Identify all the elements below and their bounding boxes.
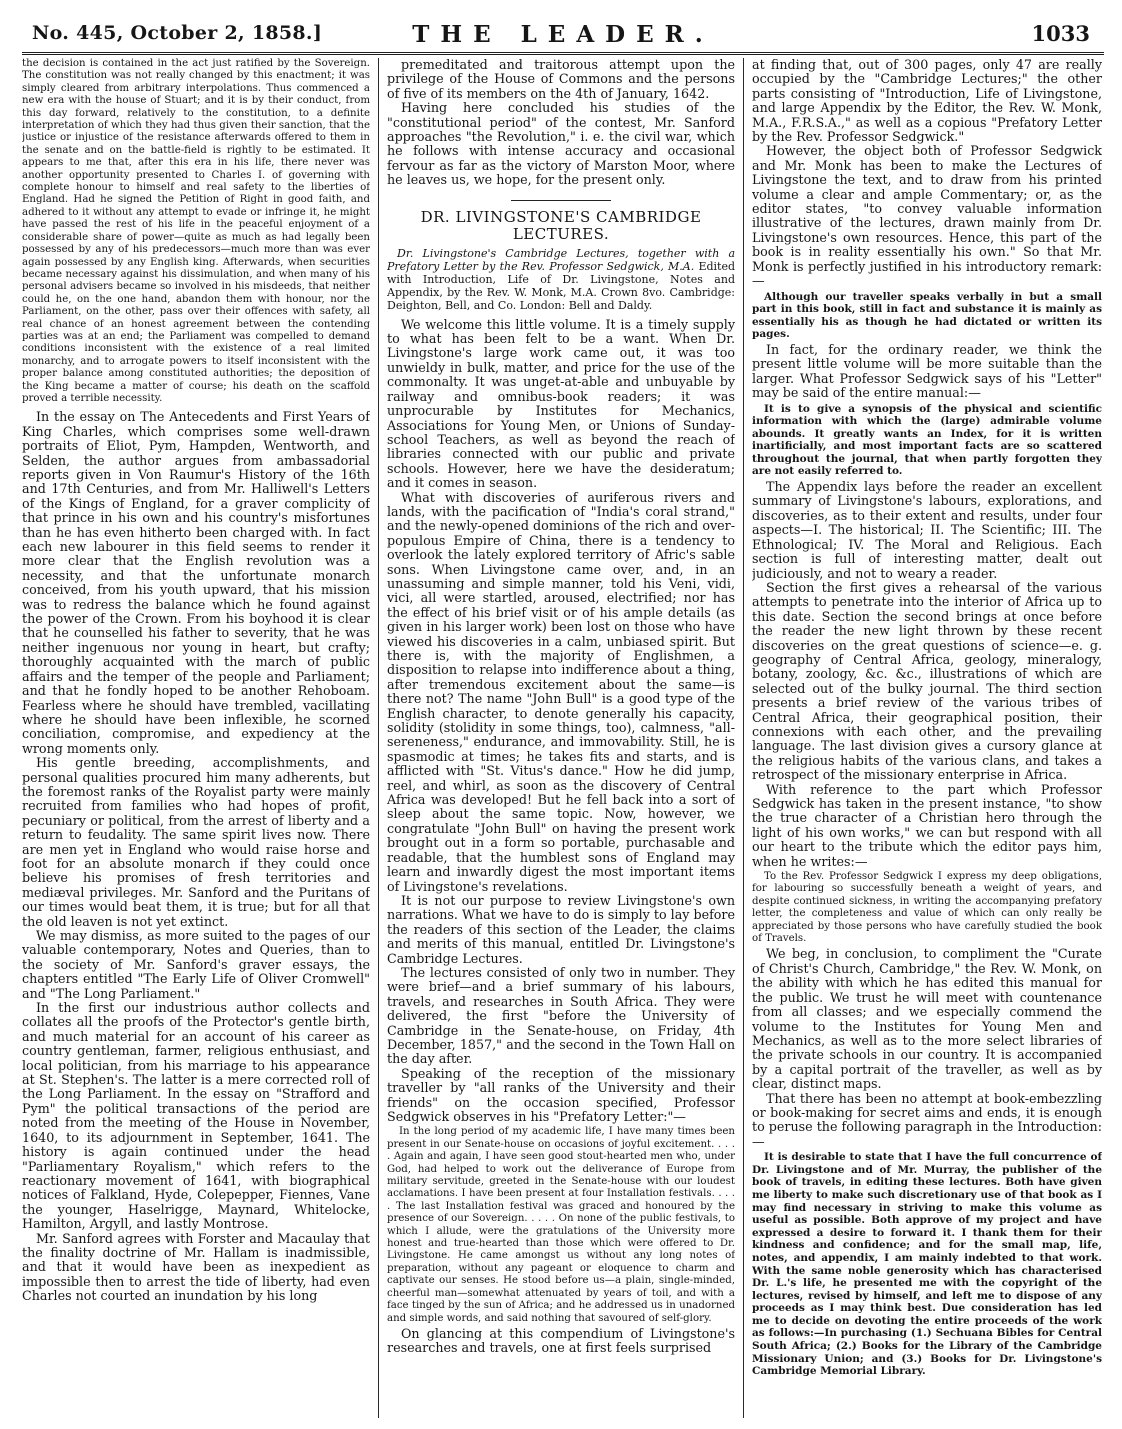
paragraph: We welcome this little volume. It is a timely supply to what has been felt to be a want. When Dr. Livingstone's large work came out, it was too unwieldy in bulk, matter, and price for the use of the commonalty. It was unget-at-able and unbuyable by railway and omnibus-book readers; it was unprocurable by Institutes for Mechanics, Associations for Young Men, or Unions of Sunday-school Teachers, as well as beyond the reach of libraries connected with our public and private schools. However, here we have the desideratum; and it comes in season.	[387, 316, 735, 491]
review-publication-details: Edited with Introduction, Life of Dr. Livingstone, Notes and Appendix, by the Rev. W. Monk, M.A. Crown 8vo. Cambridge: Deighton, Bell, and Co. London: Bell and Daldy.	[387, 259, 735, 312]
paragraph: The lectures consisted of only two in number. They were brief—and a brief summary of his labours, travels, and researches in South Africa. They were delivered, the first "before the University of Cambridge in the Senate-house, on Friday, 4th December, 1857," and the second in the Town Hall on the day after.	[387, 964, 735, 1067]
paragraph: Having here concluded his studies of the "constitutional period" of the contest, Mr. Sanford approaches "the Revolution," i. e. the civil war, which he follows with intense accuracy and occasional fervour as far as the victory of Marston Moor, where he leaves us, we hope, for the present only.	[387, 100, 735, 188]
section-divider	[511, 200, 611, 201]
newspaper-title: THE LEADER.	[412, 21, 714, 48]
page-number: 1033	[1031, 21, 1090, 46]
paragraph: In fact, for the ordinary reader, we think the present little volume will be more suitable than the larger. What Professor Sedgwick says of his "Letter" may be said of the entire manual:—	[752, 341, 1102, 401]
paragraph: Mr. Sanford agrees with Forster and Macaulay that the finality doctrine of Mr. Hallam is inadmissible, and that it would have been as inexpedient as impossible then to arrest the tide of liberty, had even Charles not courted an inundation by his long	[22, 1230, 370, 1304]
page-header	[22, 16, 1104, 55]
paragraph: We beg, in conclusion, to compliment the "Curate of Christ's Church, Cambridge," the Rev. W. Monk, on the ability with which he has edited this manual for the public. We trust he will meet with countenance from all classes; and we especially commend the volume to the Institutes for Young Men and Mechanics, as well as to the more select libraries of the private schools in our country. It is accompanied by a capital portrait of the traveller, as well as by clear, distinct maps.	[752, 946, 1102, 1092]
paragraph: Section the first gives a rehearsal of the various attempts to penetrate into the interior of Africa up to this date. Section the second brings at once before the reader the new light thrown by these recent discoveries on the great questions of science—e. g. geography of Central Africa, geology, mineralogy, botany, zoology, &c. &c., illustrations of which are selected out of the bulky journal. The third section presents a brief review of the various tribes of Central Africa, their geographical position, their connexions with each other, and the prevailing language. The last division gives a cursory glance at the religious habits of the various clans, and takes a retrospect of the missionary enterprise in Africa.	[752, 579, 1102, 783]
column-3	[752, 58, 1102, 1416]
block-quote: In the long period of my academic life, I have many times been present in our Senate-house on occasions of joyful excitement. . . . . Again and again, I have seen good stout-hearted men who, under God, had helped to work out the deliverance of Europe from military servitude, greeted in the Senate-house with our loudest acclamations. I have been present at four Installation festivals. . . . . The last Installation festival was graced and honoured by the presence of our Sovereign. . . . . On none of the public festivals, to which I allude, were the gratulations of the University more honest and true-hearted than those which were offered to Dr. Livingstone. He came amongst us without any long notes of preparation, without any pageant or eloquence to charm and captivate our senses. He stood before us—a plain, single-minded, cheerful man—somewhat attenuated by years of toil, and with a face tinged by the sun of Africa; and he addressed us in unadorned and simple words, and said nothing that savoured of self-glory.	[387, 1126, 735, 1324]
paragraph: The Appendix lays before the reader an excellent summary of Livingstone's labours, explorations, and discoveries, as to their extent and results, under four aspects—I. The historical; II. The Scientific; III. The Ethnological; IV. The Moral and Religious. Each section is full of interesting matter, dealt out judiciously, and not to weary a reader.	[752, 479, 1102, 581]
paragraph: We may dismiss, as more suited to the pages of our valuable contemporary, Notes and Queries, than to the society of Mr. Sanford's graver essays, the chapters entitled "The Early Life of Oliver Cromwell" and "The Long Parliament."	[22, 928, 370, 1001]
paragraph: On glancing at this compendium of Livingstone's researches and travels, one at first feels surprised	[387, 1325, 735, 1356]
column-1	[22, 58, 370, 1416]
column-divider	[378, 58, 379, 1418]
paragraph: premeditated and traitorous attempt upon the privilege of the House of Commons and the persons of five of its members on the 4th of January, 1642.	[387, 58, 735, 101]
paragraph: Speaking of the reception of the missionary traveller by "all ranks of the University and their friends" on the occasion specified, Professor Sedgwick observes in his "Prefatory Letter:"—	[387, 1065, 735, 1124]
issue-info: No. 445, October 2, 1858.]	[32, 22, 323, 44]
review-bibliographic-info	[387, 247, 735, 312]
review-book-title: Dr. Livingstone's Cambridge Lectures, together with a Prefatory Letter by the Rev. Professor Sedgwick, M.A.	[387, 246, 735, 273]
paragraph: That there has been no attempt at book-embezzling or book-making for secret aims and ends, it is enough to peruse the following paragraph in the Introduction:—	[752, 1090, 1102, 1149]
paragraph: However, the object both of Professor Sedgwick and Mr. Monk has been to make the Lectures of Livingstone the text, and to draw from his printed volume a clear and ample Commentary; or, as the editor states, "to convey valuable information illustrative of the lectures, drawn mainly from Dr. Livingstone's own resources. Hence, this part of the book is in reality essentially his own." So that Mr. Monk is perfectly justified in his introductory remark:—	[752, 143, 1102, 289]
review-heading: DR. LIVINGSTONE'S CAMBRIDGE LECTURES.	[420, 207, 702, 243]
block-quote: To the Rev. Professor Sedgwick I express my deep obligations, for labouring so successfully beneath a weight of years, and despite continued sickness, in writing the accompanying prefatory letter, the completeness and value of which can only really be appreciated by those persons who have carefully studied the book of Travels.	[752, 871, 1102, 945]
paragraph: It is not our purpose to review Livingstone's own narrations. What we have to do is simply to lay before the readers of this section of the Leader, the claims and merits of this manual, entitled Dr. Livingstone's Cambridge Lectures.	[387, 892, 735, 966]
block-quote: It is desirable to state that I have the full concurrence of Dr. Livingstone and of Mr. Murray, the publisher of the book of travels, in editing these lectures. Both have given me liberty to make such discretionary use of that book as I may find necessary in striving to make this volume as useful as possible. Both approve of my project and have expressed a desire to forward it. I thank them for their kindness and confidence; and for the small map, life, notes, and appendix, I am mainly indebted to that work. With the same noble generosity which has characterised Dr. L.'s life, he presented me with the copyright of the lectures, revised by himself, and left me to dispose of any proceeds as I may think best. Due consideration has led me to decide on devoting the entire proceeds of the work as follows:—In purchasing (1.) Sechuana Bibles for Central South Africa; (2.) Books for the Library of the Cambridge Missionary Union; and (3.) Books for Dr. Livingstone's Cambridge Memorial Library.	[752, 1151, 1102, 1378]
block-quote: Although our traveller speaks verbally in but a small part in this book, still in fact and substance it is mainly as essentially his as though he had dictated or written its pages.	[752, 290, 1102, 341]
column-2	[387, 58, 735, 1416]
paragraph: With reference to the part which Professor Sedgwick has taken in the present instance, "to show the true character of a Christian hero through the light of his own works," we can but respond with all our heart to the tribute which the editor pays him, when he writes:—	[752, 781, 1102, 869]
column-divider	[743, 58, 744, 1418]
paragraph: In the essay on The Antecedents and First Years of King Charles, which comprises some well-drawn portraits of Eliot, Pym, Hampden, Wentworth, and Selden, the author argues from ambassadorial reports given in Von Raumur's History of the 16th and 17th Centuries, and from Mr. Halliwell's Letters of the Kings of England, for a graver complicity of that prince in his own and his country's misfortunes than he has even hitherto been charged with. In fact each new labourer in this field seems to render it more clear that the English revolution was a necessity, and that the unfortunate monarch conceived, from his youth upward, that his mission was to redress the balance which he found against the power of the Crown. From his boyhood it is clear that he counselled his father to severity, that he was neither ingenuous nor young in heart, but crafty; thoroughly acquainted with the march of public affairs and the temper of the people and Parliament; and that he fondly hoped to be another Rehoboam. Fearless where he should have trembled, vacillating where he should have been inflexible, he scorned conciliation, compromise, and expediency at the wrong moments only.	[22, 409, 370, 756]
paragraph: In the first our industrious author collects and collates all the proofs of the Protector's gentle birth, and much material for an account of his career as country gentleman, farmer, religious enthusiast, and local politician, from his marriage to his appearance at St. Stephen's. The latter is a mere corrected roll of the Long Parliament. In the essay on "Strafford and Pym" the political transactions of the period are noted from the meeting of the House in November, 1640, to its adjournment in September, 1641. The history is again continued under the head "Parliamentary Royalism," which refers to the reactionary movement of 1641, with biographical notices of Falkland, Hyde, Colepepper, Fiennes, Vane the younger, Haselrigge, Maynard, Whitelocke, Hamilton, Argyll, and lastly Montrose.	[22, 1000, 370, 1232]
paragraph: at finding that, out of 300 pages, only 47 are really occupied by the "Cambridge Lectures;" the other parts consisting of "Introduction, Life of Livingstone, and large Appendix by the Editor, the Rev. W. Monk, M.A., F.R.S.A.," as well as a copious "Prefatory Letter by the Rev. Professor Sedgwick."	[752, 58, 1102, 145]
paragraph: His gentle breeding, accomplishments, and personal qualities procured him many adherents, but the foremost ranks of the Royalist party were mainly recruited from families who had hopes of profit, pecuniary or political, from the arrest of liberty and a return to feudality. The same spirit lives now. There are men yet in England who would raise horse and foot for an absolute monarch if they could once believe his promises of fresh territories and mediæval privileges. Mr. Sanford and the Puritans of our times would beat them, it is true; but for all that the old leaven is not yet extinct.	[22, 755, 370, 929]
paragraph: What with discoveries of auriferous rivers and lands, with the pacification of "India's coral strand," and the newly-opened dominions of the rich and over-populous Empire of China, there is a tendency to overlook the lately explored territory of Afric's sable sons. When Livingstone came over, and, in an unassuming and simple manner, told his Veni, vidi, vici, all were startled, aroused, electrified; nor has the effect of his brief visit or of his ample details (as given in his larger work) been lost on those who have viewed his discoveries in a calm, unbiased spirit. But there is, with the majority of Englishmen, a disposition to relapse into indifference about a thing, after tremendous excitement about the same—is there not? The name "John Bull" is a good type of the English character, to denote generally his capacity, solidity (stolidity in some things, too), calmness, "all-sereneness," endurance, and immovability. Still, he is spasmodic at times; he takes fits and starts, and is afflicted with "St. Vitus's dance." How he did jump, reel, and whirl, as soon as the discovery of Central Africa was developed! But he fell back into a sort of sleep about the same topic. Now, however, we congratulate "John Bull" on having the present work brought out in a form so portable, purchasable and readable, that the humblest sons of England may learn and inwardly digest the most important items of Livingstone's revelations.	[387, 489, 735, 894]
block-quote: It is to give a synopsis of the physical and scientific information with which the (large) admirable volume abounds. It greatly wants an Index, for it is written inartificially, and most important facts are so scattered throughout the journal, that when partly forgotten they are not easily referred to.	[752, 402, 1102, 478]
paragraph: the decision is contained in the act just ratified by the Sovereign. The constitution was not really changed by this enactment; it was simply cleared from arbitrary interpolations. Thus commenced a new era with the house of Stuart; and it is by their conduct, from this day forward, relatively to the constitution, to a definite interpretation of which they had thus given their sanction, that the justice or injustice of the resistance afterwards offered to them in the senate and on the battle-field is rightly to be estimated. It appears to me that, after this era in his life, there never was another opportunity presented to Charles I. of governing with complete honour to himself and real safety to the liberties of England. Had he signed the Petition of Right in good faith, and adhered to it without any attempt to evade or infringe it, he might have passed the rest of his life in the peaceful enjoyment of a considerable share of power—quite as much as had legally been possessed by any of his predecessors—much more than was ever again possessed by any English king. Afterwards, when securities became necessary against his dissimulation, and when many of his personal advisers became so involved in his misdeeds, that neither could he, on the one hand, abandon them with honour, nor the Parliament, on the other, pass over their offences with safety, all real chance of an honest agreement between the contending parties was at an end; the Parliament was compelled to demand conditions inconsistent with the existence of a real limited monarchy, and to arrogate powers to itself inconsistent with the proper balance among constituted authorities; the deposition of the King became a matter of course; his death on the scaffold proved a terrible necessity.	[22, 58, 370, 404]
